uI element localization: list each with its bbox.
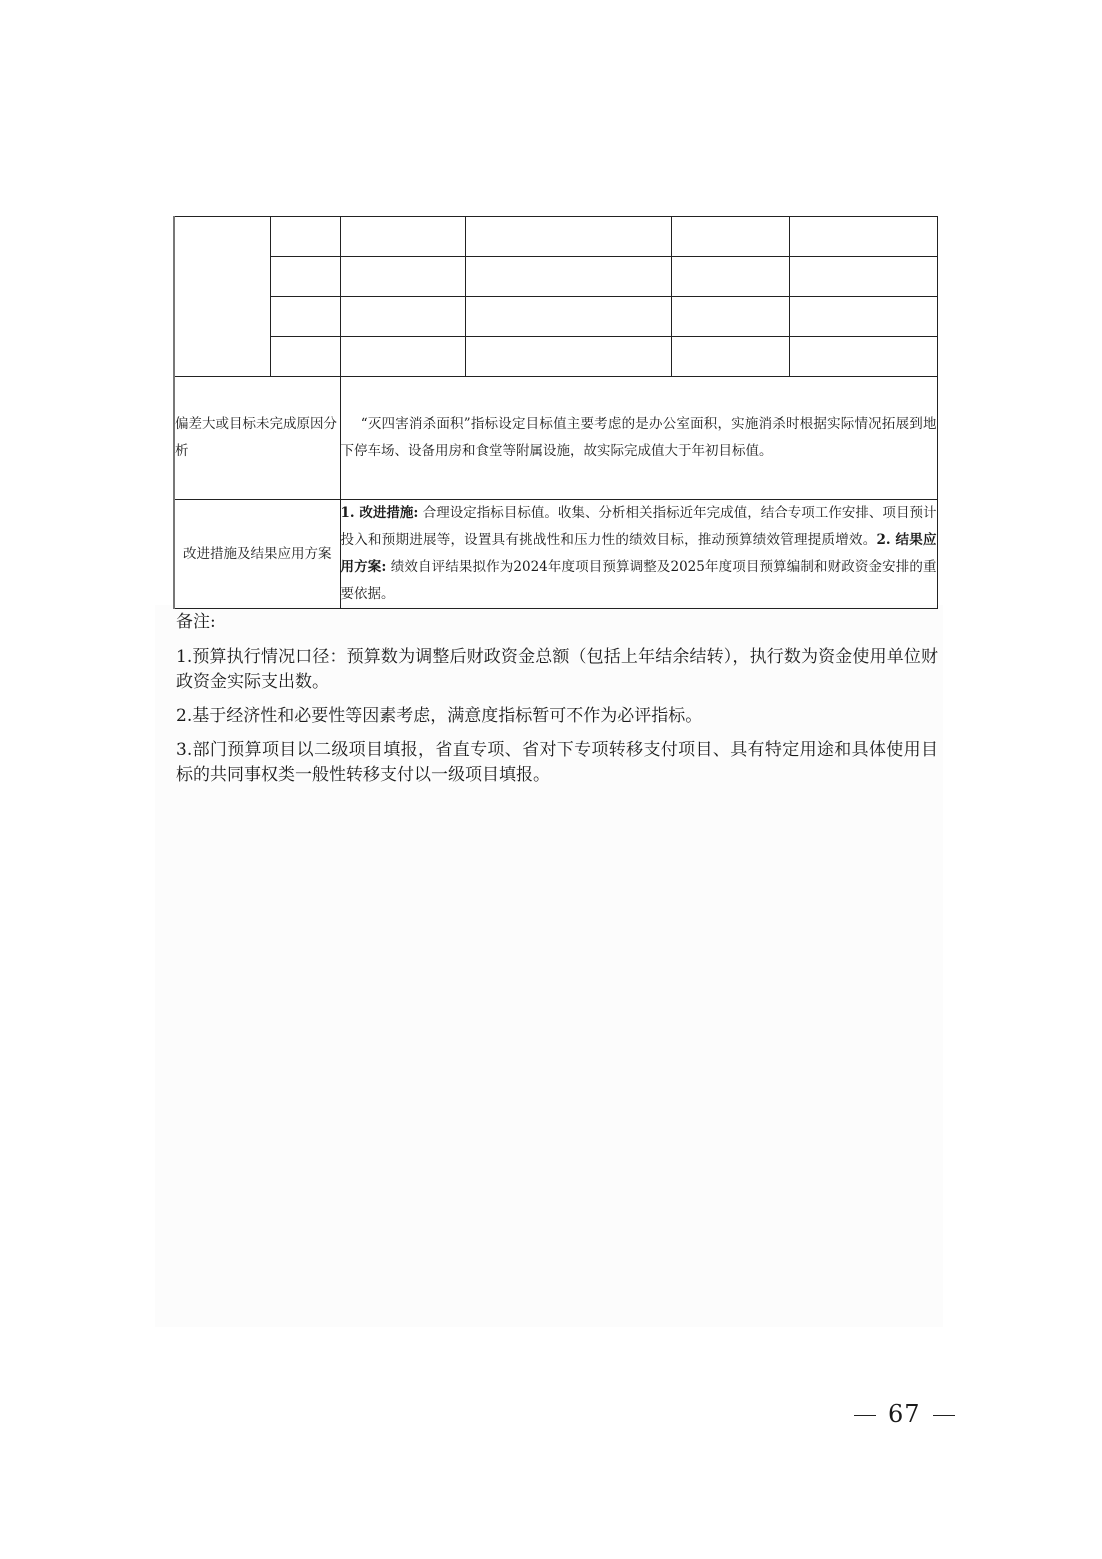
table-cell <box>671 217 789 257</box>
table-cell <box>789 337 937 377</box>
dash-icon <box>933 1415 955 1417</box>
table-cell <box>789 297 937 337</box>
table-cell <box>789 257 937 297</box>
table-cell <box>270 257 340 297</box>
table-cell <box>270 337 340 377</box>
performance-table <box>173 216 938 609</box>
note-item: 3.部门预算项目以二级项目填报，省直专项、省对下专项转移支付项目、具有特定用途和具体使用目标的共同事权类一般性转移支付以一级项目填报。 <box>176 740 938 785</box>
table-cell <box>671 337 789 377</box>
dash-icon <box>854 1415 876 1417</box>
table-cell <box>465 257 671 297</box>
improvement-text: 合理设定指标目标值。收集、分析相关指标近年完成值，结合专项工作安排、项目预计投入和预期进展等，设置具有挑战性和压力性的绩效目标，推动预算绩效管理提质增效。 <box>340 505 937 548</box>
table-cell <box>270 297 340 337</box>
note-item: 2.基于经济性和必要性等因素考虑，满意度指标暂可不作为必评指标。 <box>176 706 703 726</box>
improvement-row <box>174 500 937 609</box>
table-cell <box>340 337 465 377</box>
table-cell <box>340 297 465 337</box>
page-number-value: 67 <box>888 1400 921 1428</box>
page-number <box>842 1400 967 1428</box>
table-cell <box>270 217 340 257</box>
result-application-heading: 2. 结果应用方案: <box>340 532 937 575</box>
table-cell <box>465 297 671 337</box>
table-cell <box>671 297 789 337</box>
table-cell <box>671 257 789 297</box>
table-row <box>174 217 937 257</box>
table-row <box>174 297 937 337</box>
table-cell <box>789 217 937 257</box>
deviation-content: “灭四害消杀面积”指标设定目标值主要考虑的是办公室面积，实施消杀时根据实际情况拓展到地下停车场、设备用房和食堂等附属设施，故实际完成值大于年初目标值。 <box>340 377 937 500</box>
improvement-label: 改进措施及结果应用方案 <box>174 500 340 609</box>
table-cell <box>465 337 671 377</box>
merged-category-cell <box>174 217 270 377</box>
table-cell <box>340 257 465 297</box>
deviation-row <box>174 377 937 500</box>
deviation-label: 偏差大或目标未完成原因分析 <box>174 377 340 500</box>
table-row <box>174 337 937 377</box>
notes-section <box>176 610 938 797</box>
table-cell <box>340 217 465 257</box>
improvement-heading: 1. 改进措施: <box>340 505 419 521</box>
table-row <box>174 257 937 297</box>
improvement-content <box>340 500 937 609</box>
notes-title: 备注: <box>176 612 216 632</box>
result-application-text: 绩效自评结果拟作为2024年度项目预算调整及2025年度项目预算编制和财政资金安排的重要依据。 <box>340 559 937 602</box>
table-cell <box>465 217 671 257</box>
note-item: 1.预算执行情况口径：预算数为调整后财政资金总额（包括上年结余结转），执行数为资金使用单位财政资金实际支出数。 <box>176 647 938 692</box>
